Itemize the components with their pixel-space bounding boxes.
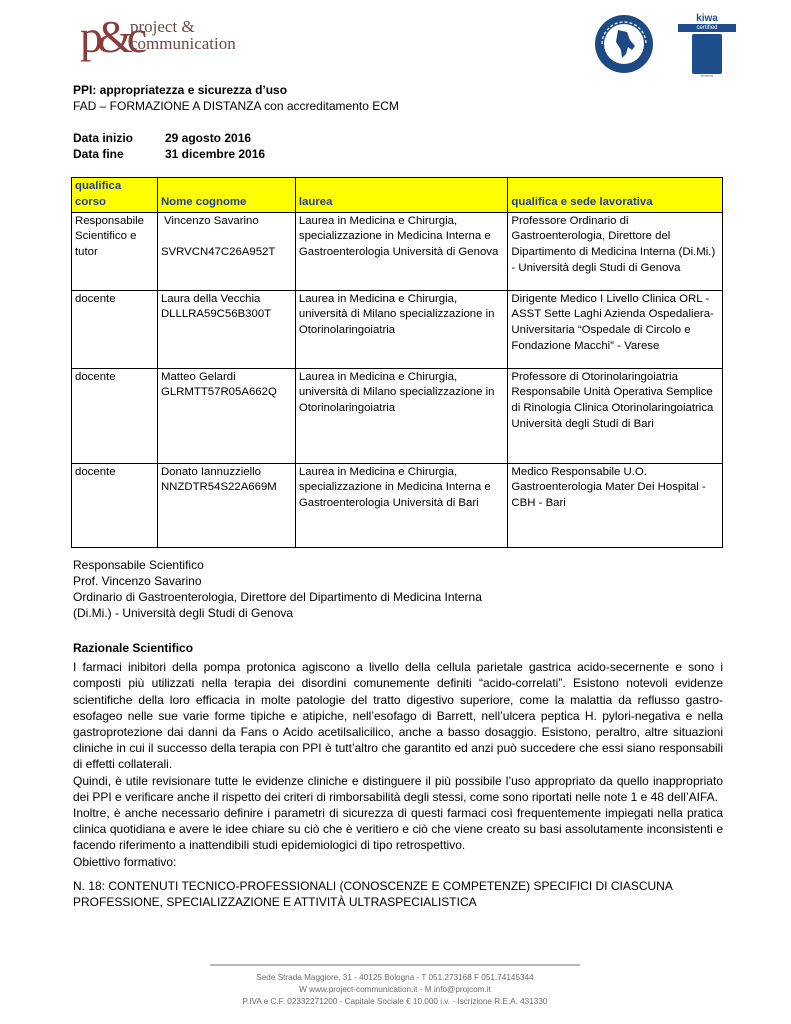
cell-fiscal-code: SVRVCN47C26A952T	[160, 246, 276, 259]
cell-workplace: Medico Responsabile U.O. Gastroenterologia Mater Dei Hospital - CBH - Bari	[508, 463, 723, 547]
cell-degree: Laurea in Medicina e Chirurgia, specializzazione in Medicina Interna e Gastroenterologia Università di Genova	[295, 212, 508, 290]
page-title: PPI: appropriatezza e sicurezza d’uso	[73, 83, 288, 97]
rationale-paragraph: Inoltre, è anche necessario definire i parametri di sicurezza di questi farmaci così frequentemente impiegati nella pratica clinica quotidiana e avere le idee chiare su ciò che è veritiero e ciò che viene creato su basi assolutamente inconsistenti e facendo riferimento a inattendibili studi epidemiologici di tipo retrospettivo.	[73, 806, 723, 853]
start-date-row	[73, 130, 265, 146]
cell-name	[157, 290, 295, 368]
cell-workplace: Professore di Otorinolaringoiatria Responsabile Unità Operativa Semplice di Rinologia Clinica Otorinolaringoiatrica Università degli Studi di Bari	[508, 368, 723, 463]
start-date-label: Data inizio	[73, 131, 134, 145]
responsible-label: Responsabile Scientifico	[73, 558, 204, 572]
column-header-degree: laurea	[295, 178, 508, 213]
page-footer	[210, 964, 580, 1008]
faculty-table	[71, 177, 723, 548]
column-header-name: Nome cognome	[157, 178, 295, 213]
cell-fiscal-code: GLRMTT57R05A662Q	[160, 386, 277, 399]
scientific-rationale	[73, 640, 723, 870]
project-communication-logo	[80, 11, 270, 64]
training-objective: N. 18: CONTENUTI TECNICO-PROFESSIONALI (CONOSCENZE E COMPETENZE) SPECIFICI DI CIASCUNA PROFESSIONE, SPECIALIZZAZIONE E ATTIVITÀ ULTRASPECIALISTICA	[73, 879, 673, 909]
cell-fiscal-code: NNZDTR54S22A669M	[160, 481, 277, 494]
column-header-workplace: qualifica e sede lavorativa	[508, 178, 723, 213]
kiwa-fine-print-icon: ▪▪▪▪▪▪▪▪▪▪	[700, 74, 714, 78]
cell-name-text: Laura della Vecchia	[160, 292, 261, 305]
cell-degree: Laurea in Medicina e Chirurgia, università di Milano specializzazione in Otorinolaringoiatria	[295, 368, 508, 463]
cell-workplace: Dirigente Medico I Livello Clinica ORL - ASST Sette Laghi Azienda Ospedaliera-Universitaria “Ospedale di Circolo e Fondazione Macchi” - Varese	[508, 290, 723, 368]
logo-text-line-2: communication	[130, 34, 236, 53]
rationale-title: Razionale Scientifico	[73, 641, 194, 655]
column-header-role: qualifica corso	[72, 178, 158, 213]
cell-role: Responsabile Scientifico e tutor	[72, 212, 158, 290]
scientific-responsible	[73, 557, 723, 621]
table-row	[72, 368, 723, 463]
table-row	[72, 290, 723, 368]
pc-monogram-icon: p&c	[80, 11, 142, 62]
start-date-value: 29 agosto 2016	[165, 131, 252, 145]
logo-text-line-1: project &	[130, 17, 195, 36]
cell-role: docente	[72, 368, 158, 463]
course-dates	[73, 130, 265, 162]
document-header	[73, 82, 399, 114]
rationale-paragraph: Quindi, è utile revisionare tutte le evidenze cliniche e distinguere il più possibile l’uso appropriato da quello inappropriato dei PPI e verificare anche il rispetto dei criteri di rimborsabilità degli stessi, come sono riportati nelle note 1 e 48 dell’AIFA.	[73, 773, 723, 804]
end-date-label: Data fine	[73, 147, 124, 161]
end-date-row	[73, 146, 265, 162]
cell-name	[157, 463, 295, 547]
kiwa-certified-icon: certified	[678, 24, 736, 32]
end-date-value: 31 dicembre 2016	[165, 147, 266, 161]
cell-workplace: Professore Ordinario di Gastroenterologia, Direttore del Dipartimento di Medicina Interna (Di.Mi.) - Università degli Studi di Genova	[508, 212, 723, 290]
table-header-row	[72, 178, 723, 213]
cell-fiscal-code: DLLLRA59C56B300T	[160, 308, 272, 321]
responsible-name: Prof. Vincenzo Savarino	[73, 574, 202, 588]
footer-legal: P.IVA e C.F. 02332271200 - Capitale Sociale € 10.000 i.v. - Iscrizione R.E.A. 431330	[242, 997, 548, 1006]
table-row	[72, 212, 723, 290]
page-subtitle: FAD – FORMAZIONE A DISTANZA con accreditamento ECM	[73, 99, 399, 113]
footer-contacts: W www.project-communication.it - M info@projcom.it	[299, 985, 491, 994]
cell-name-text: Vincenzo Savarino	[163, 214, 259, 227]
cell-name-text: Donato Iannuzziello	[160, 465, 262, 478]
responsible-role: Ordinario di Gastroenterologia, Direttore del Dipartimento di Medicina Interna	[73, 590, 482, 604]
kiwa-emblem-icon	[692, 34, 722, 74]
footer-address: Sede Strada Maggiore, 31 - 40125 Bologna - T 051.273168 F 051.74145344	[256, 973, 534, 982]
table-row	[72, 463, 723, 547]
cell-name	[157, 212, 295, 290]
cell-role: docente	[72, 290, 158, 368]
kiwa-certified-badge	[678, 14, 736, 96]
cell-name	[157, 368, 295, 463]
cell-degree: Laurea in Medicina e Chirurgia, specializzazione in Medicina Interna e Gastroenterologia Università di Bari	[295, 463, 508, 547]
objective-label: Obiettivo formativo:	[73, 854, 177, 869]
responsible-affiliation: (Di.Mi.) - Università degli Studi di Genova	[73, 606, 294, 620]
cell-degree: Laurea in Medicina e Chirurgia, università di Milano specializzazione in Otorinolaringoiatria	[295, 290, 508, 368]
cell-name-text: Matteo Gelardi	[160, 370, 236, 383]
kiwa-wordmark-icon: kiwa	[696, 13, 718, 24]
rationale-paragraph: I farmaci inibitori della pompa protonica agiscono a livello della cellula parietale gastrica acido-secernente e sono i composti più utilizzati nella terapia dei disordini comunemente definiti “acido-correlati”. Esistono notevoli evidenze scientifiche della loro efficacia in molte patologie del tratto digestivo superiore, come la malattia da reflusso gastro-esofageo nelle sue varie forme tipiche e atipiche, nell’esofago di Barrett, nell’ulcera peptica H. pylori-negativa e nella gastroprotezione dai danni da Fans o Acido acetilsalicilico, anche a basso dosaggio. Esistono, peraltro, altre situazioni cliniche in cui il successo della terapia con PPI è tutt’altro che garantito ed anzi può succedere che essi siano responsabili di effetti collaterali.	[73, 660, 723, 772]
accredia-seal	[594, 14, 654, 74]
cell-role: docente	[72, 463, 158, 547]
accredia-seal-icon	[594, 14, 654, 74]
